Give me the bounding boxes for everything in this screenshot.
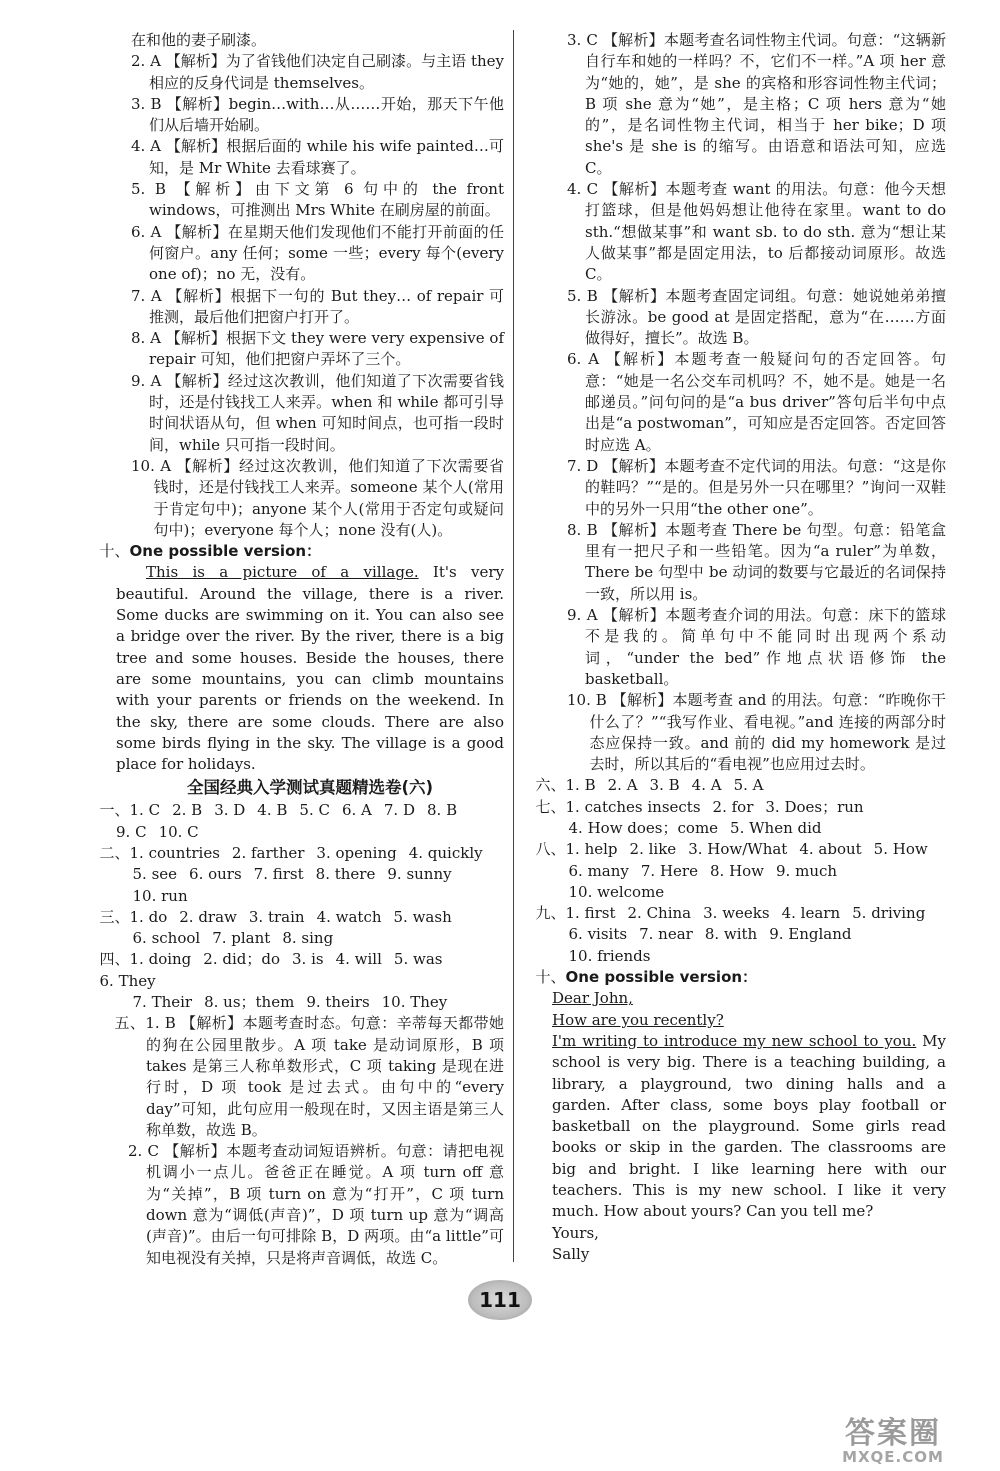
answer: 9. England: [769, 925, 852, 944]
answer: 2. for: [712, 797, 754, 816]
answer: 6. many: [568, 861, 629, 880]
section-seven: [536, 797, 947, 840]
answer: 5. C: [299, 801, 330, 820]
answer-item: 4. A 【解析】根据后面的 while his wife painted…可知，是 Mr White 去看球赛了。: [131, 137, 504, 177]
answer: 7. near: [639, 925, 693, 944]
answer: 2. A: [607, 776, 638, 795]
section-label: 二、: [99, 843, 130, 862]
answer: 10. welcome: [568, 882, 665, 901]
answer-row: [100, 949, 505, 992]
answer-item: 5. B 【解析】由下文第 6 句中的 the front windows，可推测出 Mrs White 在刷房屋的前面。: [131, 180, 504, 220]
answer: 5. wash: [393, 907, 452, 926]
answer-item: 8. B 【解析】本题考查 There be 句型。句意：铅笔盒里有一把尺子和一些铅笔。因为“a ruler”为单数，There be 句型中 be 动词的数要与它最近的名词保持一致，所以用 is。: [567, 520, 946, 603]
answer: 8. us；them: [204, 993, 295, 1012]
answer-row: [536, 797, 947, 818]
section-two: [100, 843, 505, 907]
section-ten-header: [536, 967, 947, 988]
answer: 4. watch: [316, 907, 382, 926]
section-ten-header: [100, 541, 505, 562]
letter-closing: Yours,: [552, 1223, 599, 1242]
answer-row: [536, 839, 947, 860]
answer: 1. help: [565, 840, 618, 859]
answer: 9. theirs: [306, 993, 370, 1012]
answer-item: 2. C 【解析】本题考查动词短语辨析。句意：请把电视机调小一点儿。爸爸正在睡觉。A 项 turn off 意为“关掉”，B 项 turn on 意为“打开”，C 项 turn down 意为“调低(声音)”，D 项 turn up 意为“调高(声音)”。由后一句可排除 B，D 两项。由“a little”可知电视没有关掉，只是将声音调低，故选 C。: [128, 1142, 504, 1267]
answer: 1. doing: [129, 950, 192, 969]
answer: 5. How: [873, 840, 928, 859]
section-eight: [536, 839, 947, 903]
answer: 3. opening: [316, 843, 397, 862]
answer: 5. was: [393, 950, 443, 969]
answer: 1. first: [565, 904, 616, 923]
essay-rest: It's very beautiful. Around the village, there is a river. Some ducks are swimming on it. You can also see a bridge over the river. By the river, there is a big tree and some houses. Beside the houses, there are some mountains, you can climb mountains with your parents or friends on the weekend. In the sky, there are some clouds. There are also some birds flying in the sky. The village is a good place for holidays.: [116, 563, 505, 774]
answer: 1. catches insects: [565, 797, 701, 816]
section-label: 一、: [99, 801, 130, 820]
answer-row: [536, 861, 947, 904]
watermark-url: MXQE.COM: [842, 1448, 944, 1466]
answer: 3. is: [292, 950, 324, 969]
answer: 9. C: [116, 822, 147, 841]
answer-row: [536, 924, 947, 967]
answer: 2. China: [627, 904, 692, 923]
section-four: [100, 949, 505, 1013]
answer: 10. They: [381, 993, 448, 1012]
answer: 1. countries: [129, 843, 220, 862]
section-six: [536, 775, 947, 796]
section-label: 五、: [114, 1014, 146, 1033]
answer-row: [100, 800, 505, 821]
answer: 3. How/What: [688, 840, 788, 859]
letter-body-rest: My school is very big. There is a teaching building, a library, a playground, two dining halls and a garden. After class, some boys play football or basketball on the playground. Some girls read books or skip in the garden. The classrooms are big and bright. I like learning here with our teachers. This is my new school. I like it very much. How about yours? Can you tell me?: [552, 1031, 946, 1221]
answer: 9. sunny: [387, 865, 452, 884]
answer: 5. see: [132, 865, 178, 884]
answer: 4. How does；come: [568, 818, 719, 837]
answer: 7. Their: [132, 993, 193, 1012]
answer-row: [100, 864, 505, 907]
answer-item: 5. B 【解析】本题考查固定词组。句意：她说她弟弟擅长游泳。be good at 是固定搭配，意为“在……方面做得好，擅长”。故选 B。: [567, 286, 946, 348]
section-three: [100, 907, 505, 950]
answer-item: 10. B 【解析】本题考查 and 的用法。句意：“昨晚你干什么了？”“我写作业、看电视。”and 连接的两部分时态应保持一致。and 前的 did my homework 是过去时，所以其后的“看电视”也应用过去时。: [567, 691, 946, 774]
sample-essay: [116, 562, 504, 775]
sample-letter: [552, 988, 946, 1265]
section-five: [100, 1013, 505, 1269]
answer-row: [100, 992, 505, 1013]
answer-item: 7. D 【解析】本题考查不定代词的用法。句意：“这是你的鞋吗？”“是的。但是另外一只在哪里？”询问一双鞋中的另外一只用“the other one”。: [567, 456, 946, 518]
answer: 5. When did: [730, 818, 822, 837]
answer-row: [100, 907, 505, 928]
answer: 4. will: [335, 950, 382, 969]
answer-text: 1. B 【解析】本题考查时态。句意：辛蒂每天都带她的狗在公园里散步。A 项 take 是动词原形，B 项 takes 是第三人称单数形式，C 项 taking 是现在进行时，D 项 took 是过去式。由句中的“every day”可知，此句应用一般现在时，又因主语是第三人称单数，故选 B。: [145, 1014, 504, 1139]
essay-first-sentence: This is a picture of a village.: [146, 563, 419, 582]
answer-item: 10. A 【解析】经过这次教训，他们知道了下次需要省钱时，还是付钱找工人来弄。someone 某个人(常用于肯定句中)；anyone 某个人(常用于否定句或疑问句中)；everyone 每个人；none 没有(人)。: [131, 456, 504, 539]
answer: 8. with: [704, 925, 758, 944]
section-label: 八、: [535, 840, 566, 859]
letter-question: How are you recently?: [552, 1010, 724, 1029]
answer: 2. like: [629, 840, 677, 859]
left-column: [99, 30, 505, 1269]
right-column: [535, 30, 946, 1265]
answer-item: 6. A 【解析】在星期天他们发现他们不能打开前面的任何窗户。any 任何；some 一些；every 每个(every one of)；no 无，没有。: [131, 222, 504, 284]
answer: 6. They: [99, 971, 156, 990]
section-title: One possible version：: [565, 968, 758, 987]
answer: 1. C: [129, 801, 161, 820]
answer-item: 7. A 【解析】根据下一句的 But they… of repair 可推测，最后他们把窗户打开了。: [131, 286, 504, 326]
answer: 3. weeks: [703, 904, 770, 923]
letter-greeting: Dear John,: [552, 989, 633, 1008]
answer-row: [100, 843, 505, 864]
answer: 5. driving: [852, 904, 926, 923]
answer: 9. much: [776, 861, 838, 880]
answer: 8. sing: [282, 929, 334, 948]
section-label: 四、: [99, 950, 130, 969]
answer: 10. friends: [568, 946, 651, 965]
answer: 7. D: [383, 801, 415, 820]
answer: 2. did；do: [203, 950, 281, 969]
answer: 1. do: [129, 907, 168, 926]
answer: 5. A: [733, 776, 764, 795]
answer-item: 2. A 【解析】为了省钱他们决定自己刷漆。与主语 they 相应的反身代词是 themselves。: [131, 52, 504, 92]
watermark-logo: [808, 1418, 978, 1466]
answer: 4. quickly: [408, 843, 483, 862]
answer: 3. D: [214, 801, 246, 820]
answer: 4. B: [257, 801, 288, 820]
answer: 8. How: [709, 861, 765, 880]
section-label: 六、: [535, 776, 566, 795]
answer: 2. draw: [179, 907, 237, 926]
answer-item: 3. B 【解析】begin…with…从……开始，那天下午他们从后墙开始刷。: [131, 94, 504, 135]
answer: 7. plant: [212, 929, 271, 948]
answer-item: 9. A 【解析】本题考查介词的用法。句意：床下的篮球不是我的。简单句中不能同时出现两个系动词，“under the bed”作地点状语修饰 the basketball。: [567, 606, 946, 688]
section-nine: [536, 903, 947, 967]
section-one: [100, 800, 505, 843]
answer: 2. B: [172, 801, 203, 820]
letter-first-sentence: I'm writing to introduce my new school to you.: [552, 1031, 917, 1050]
section-label: 七、: [535, 797, 566, 816]
answer: 10. run: [132, 886, 188, 905]
section-label: 十、: [99, 542, 130, 561]
answer: 4. about: [799, 840, 862, 859]
answer: 4. A: [691, 776, 722, 795]
answer: 1. B: [565, 776, 596, 795]
answer-item: 9. A 【解析】经过这次教训，他们知道了下次需要省钱时，还是付钱找工人来弄。when 和 while 都可引导时间状语从句，但 when 可知时间点，也可指一段时间，while 只可指一段时间。: [131, 371, 504, 454]
page-number: 111: [468, 1280, 532, 1320]
answer: 6. ours: [189, 865, 242, 884]
answer-item: 8. A 【解析】根据下文 they were very expensive of repair 可知，他们把窗户弄坏了三个。: [131, 329, 504, 369]
answer: 6. A: [341, 801, 372, 820]
answer: 2. farther: [231, 843, 305, 862]
section-label: 十、: [535, 968, 566, 987]
answer: 3. train: [248, 907, 305, 926]
answer-row: [536, 903, 947, 924]
answer-item: 3. C 【解析】本题考查名词性物主代词。句意：“这辆新自行车和她的一样吗？不，它们不一样。”A 项 her 意为“她的，她”，是 she 的宾格和形容词性物主代词；B 项 she 意为“她”，是主格；C 项 hers 意为“她的”，是名词性物主代词，相当于 her bike；D 项 she's 是 she is 的缩写。由语意和语法可知，应选 C。: [567, 31, 946, 177]
answer: 3. B: [649, 776, 680, 795]
answer: 7. first: [253, 865, 304, 884]
answer-item: 6. A 【解析】本题考查一般疑问句的否定回答。句意：“她是一名公交车司机吗？不，她不是。她是一名邮递员。”问句问的是“a bus driver”答句后半句中点出是“a postwoman”，可知应是否定回答。否定回答时应选 A。: [567, 350, 946, 454]
answer: 10. C: [158, 822, 199, 841]
section-label: 九、: [535, 904, 566, 923]
letter-body: [552, 1031, 946, 1223]
continuation-text: 在和他的妻子刷漆。: [131, 31, 267, 49]
answer: 4. learn: [781, 904, 841, 923]
answer-item: 4. C 【解析】本题考查 want 的用法。句意：他今天想打篮球，但是他妈妈想让他待在家里。want to do sth.“想做某事”和 want sb. to do sth. 意为“想让某人做某事”都是固定用法，to 后都接动词原形。故选 C。: [567, 180, 946, 284]
answer: 3. Does；run: [765, 797, 864, 816]
answer: 6. school: [132, 929, 201, 948]
answer: 6. visits: [568, 925, 628, 944]
section-label: 三、: [99, 907, 130, 926]
answer-row: [100, 822, 505, 843]
letter-signature: Sally: [552, 1244, 590, 1263]
answer: 7. Here: [640, 861, 698, 880]
answer-row: [100, 928, 505, 949]
column-divider: [513, 30, 514, 1262]
answer: 8. there: [315, 865, 376, 884]
test-heading: 全国经典入学测试真题精选卷(六): [186, 778, 434, 798]
answer-row: [536, 775, 947, 796]
answer-item: [100, 1013, 505, 1141]
answer: 8. B: [427, 801, 458, 820]
answer-row: [536, 818, 947, 839]
watermark-text: 答案圈: [845, 1416, 941, 1451]
section-title: One possible version：: [129, 542, 322, 561]
